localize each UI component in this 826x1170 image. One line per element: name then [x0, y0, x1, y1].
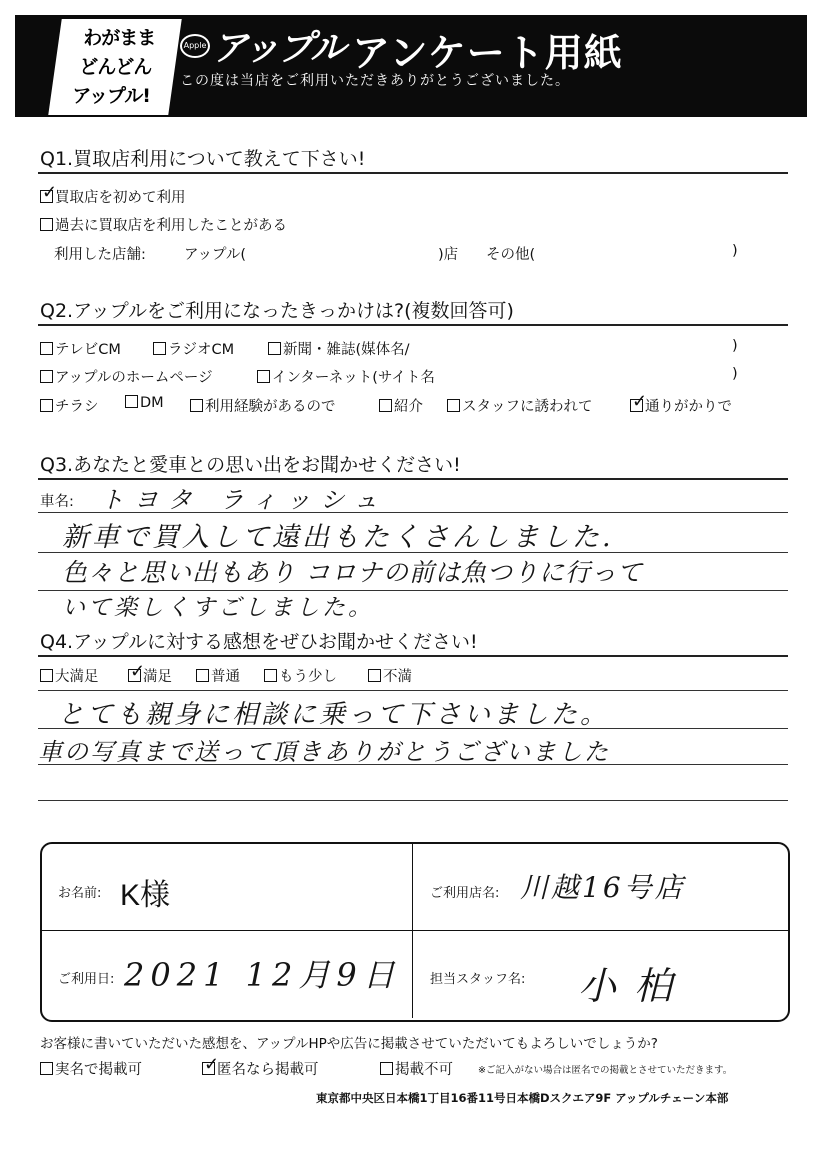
car-name-value[interactable]: トヨタ ラィッシュ — [100, 486, 388, 514]
q4-line-3 — [38, 800, 788, 801]
slogan-line-3: アップル! — [72, 85, 150, 107]
checkbox[interactable] — [380, 1062, 393, 1075]
car-name-label: 車名: — [40, 494, 74, 510]
q1-question: Q1.買取店利用について教えて下さい! — [40, 148, 366, 170]
q3-question: Q3.あなたと愛車との思い出をお聞かせください! — [40, 454, 461, 476]
q2-option-tv[interactable] — [40, 338, 121, 359]
q4-divider — [38, 655, 788, 657]
q3-answer-line-3[interactable]: いて楽しくすごしました。 — [62, 595, 374, 621]
checkbox[interactable] — [40, 182, 58, 203]
date-label: ご利用日: — [58, 972, 115, 987]
option-label: 匿名なら掲載可 — [217, 1062, 319, 1078]
q1-other-close: ) — [732, 243, 738, 259]
checkbox[interactable] — [379, 399, 392, 412]
q4-line-0 — [38, 690, 788, 691]
q2-option-experience[interactable] — [190, 395, 336, 416]
q3-answer-line-1[interactable]: 新車で買入して遠出もたくさんしました. — [62, 522, 614, 553]
q4-option-dissatisfied[interactable] — [368, 665, 412, 686]
check-mark-icon: ✓ — [632, 391, 648, 412]
q2-row1-close: ) — [732, 338, 738, 354]
q2-option-passing-by[interactable] — [630, 391, 732, 416]
q4-option-very-satisfied[interactable] — [40, 665, 99, 686]
checkbox[interactable] — [257, 370, 270, 383]
option-label: 満足 — [143, 669, 172, 685]
q1-store-label: 利用した店舗: — [54, 247, 146, 263]
checkbox[interactable] — [202, 1054, 220, 1075]
checkbox[interactable] — [264, 669, 277, 682]
option-label: 普通 — [211, 669, 240, 685]
info-box-divider-v — [412, 844, 413, 1018]
q4-line-1 — [38, 728, 788, 729]
name-field[interactable]: K様 — [120, 879, 171, 912]
store-field[interactable]: 川越16号店 — [520, 871, 686, 904]
checkbox[interactable] — [40, 1062, 53, 1075]
q1-divider — [38, 172, 788, 174]
option-label: 新聞・雑誌(媒体名/ — [283, 342, 410, 358]
name-label: お名前: — [58, 886, 102, 901]
checkbox[interactable] — [368, 669, 381, 682]
date-field[interactable]: 2021 12月9日 — [124, 956, 401, 994]
q4-line-2 — [38, 764, 788, 765]
option-label: ラジオCM — [168, 342, 235, 358]
checkbox[interactable] — [196, 669, 209, 682]
option-label: チラシ — [55, 399, 99, 415]
q2-option-dm[interactable] — [125, 395, 164, 411]
option-label: 大満足 — [55, 669, 99, 685]
option-label: もう少し — [279, 669, 337, 685]
q2-option-referral[interactable] — [379, 395, 423, 416]
consent-option-decline[interactable] — [380, 1058, 453, 1079]
check-mark-icon: ✓ — [204, 1054, 220, 1075]
q4-answer-line-2[interactable]: 車の写真まで送って頂きありがとうございました — [38, 738, 610, 766]
checkbox[interactable] — [40, 669, 53, 682]
check-mark-icon: ✓ — [130, 661, 146, 682]
checkbox[interactable] — [125, 395, 138, 408]
apple-logo-icon: Apple — [180, 34, 210, 58]
logo-text: アップル — [212, 27, 345, 69]
slogan-badge — [48, 19, 181, 115]
q1-option-first-time[interactable] — [40, 182, 186, 207]
checkbox[interactable] — [40, 218, 53, 231]
q1-other-label: その他( — [486, 247, 536, 263]
checkbox[interactable] — [630, 391, 648, 412]
q2-option-homepage[interactable] — [40, 366, 213, 387]
q2-option-staff[interactable] — [447, 395, 593, 416]
option-label: スタッフに誘われて — [462, 399, 593, 415]
footer-address: 東京都中央区日本橋1丁目16番11号日本橋Dスクエア9F アップルチェーン本部 — [316, 1091, 729, 1105]
q4-option-average[interactable] — [196, 665, 240, 686]
option-label: 過去に買取店を利用したことがある — [55, 218, 287, 234]
option-label: DM — [140, 395, 164, 411]
checkbox[interactable] — [40, 370, 53, 383]
q2-divider — [38, 324, 788, 326]
check-mark-icon: ✓ — [42, 182, 58, 203]
staff-label: 担当スタッフ名: — [430, 972, 526, 987]
checkbox[interactable] — [128, 661, 146, 682]
option-label: アップルのホームページ — [55, 370, 213, 386]
q1-store-close: )店 — [438, 247, 459, 263]
staff-field[interactable]: 小柏 — [578, 964, 691, 1008]
checkbox[interactable] — [40, 399, 53, 412]
option-label: 通りがかりで — [645, 399, 732, 415]
q4-question: Q4.アップルに対する感想をぜひお聞かせください! — [40, 631, 478, 653]
option-label: 掲載不可 — [395, 1062, 453, 1078]
q2-row2-close: ) — [732, 366, 738, 382]
q1-option-used-before[interactable] — [40, 214, 287, 235]
checkbox[interactable] — [40, 342, 53, 355]
consent-option-real-name[interactable] — [40, 1058, 142, 1079]
q3-answer-line-2[interactable]: 色々と思い出もあり コロナの前は魚つりに行って — [62, 558, 643, 587]
q2-option-newspaper[interactable] — [268, 338, 410, 359]
q4-answer-line-1[interactable]: とても親身に相談に乗って下さいました。 — [58, 700, 610, 730]
option-label: 実名で掲載可 — [55, 1062, 142, 1078]
page-subtitle: この度は当店をご利用いただきありがとうございました。 — [180, 73, 570, 89]
option-label: テレビCM — [55, 342, 121, 358]
q2-option-radio[interactable] — [153, 338, 234, 359]
q2-option-flyer[interactable] — [40, 395, 99, 416]
option-label: 紹介 — [394, 399, 423, 415]
consent-note: ※ご記入がない場合は匿名での掲載とさせていただきます。 — [478, 1065, 733, 1076]
checkbox[interactable] — [190, 399, 203, 412]
checkbox[interactable] — [268, 342, 281, 355]
option-label: 買取店を初めて利用 — [55, 190, 186, 206]
q2-question: Q2.アップルをご利用になったきっかけは?(複数回答可) — [40, 300, 514, 322]
consent-option-anonymous[interactable] — [202, 1054, 319, 1079]
checkbox[interactable] — [153, 342, 166, 355]
slogan-line-2: どんどん — [79, 56, 152, 78]
option-label: インターネット(サイト名 — [272, 370, 435, 386]
store-label: ご利用店名: — [430, 886, 500, 901]
checkbox[interactable] — [447, 399, 460, 412]
info-box-divider-h — [40, 930, 788, 931]
option-label: 不満 — [383, 669, 412, 685]
q3-line-1 — [38, 512, 788, 513]
page-title: アンケート用紙 — [352, 31, 623, 75]
q2-option-internet[interactable] — [257, 366, 435, 387]
slogan-line-1: わがまま — [83, 27, 156, 49]
q4-option-not-quite[interactable] — [264, 665, 337, 686]
option-label: 利用経験があるので — [205, 399, 336, 415]
q1-store-brand: アップル( — [184, 247, 247, 263]
q4-option-satisfied[interactable] — [128, 661, 172, 686]
consent-question: お客様に書いていただいた感想を、アップルHPや広告に掲載させていただいてもよろしいでしょうか? — [40, 1036, 658, 1052]
